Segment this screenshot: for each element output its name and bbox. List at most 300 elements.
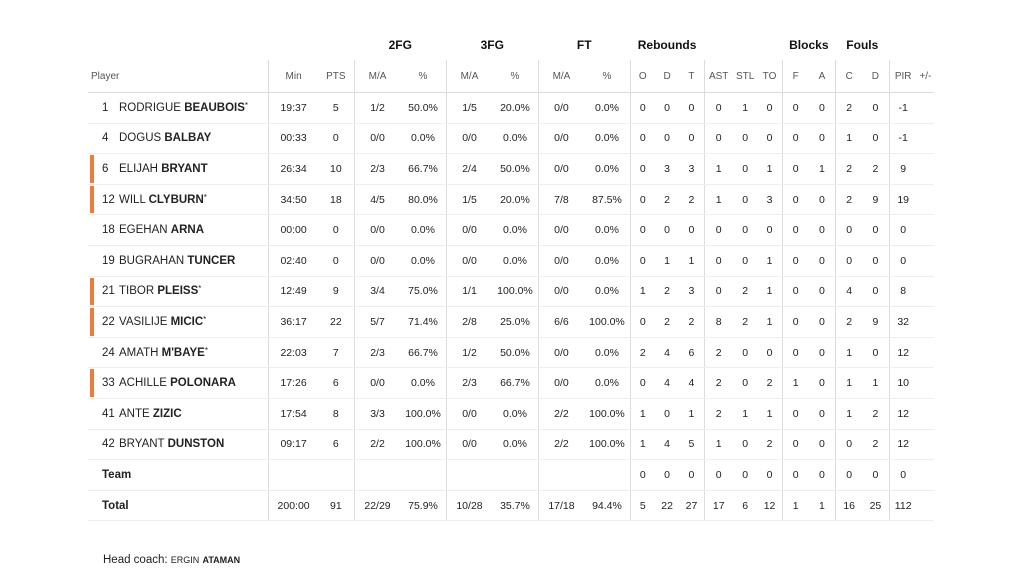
head-coach-last-name: ATAMAN bbox=[202, 555, 241, 565]
cell-ast: 1 bbox=[704, 154, 733, 185]
cell-ft: 2/2 bbox=[538, 398, 584, 429]
cell-to: 3 bbox=[757, 184, 782, 215]
cell-to: 1 bbox=[757, 154, 782, 185]
cell-pm bbox=[917, 215, 934, 246]
cell-fc: 1 bbox=[836, 398, 863, 429]
player-last-name: CLYBURN bbox=[148, 193, 204, 206]
cell-min: 26:34 bbox=[269, 154, 318, 185]
cell-ba: 0 bbox=[809, 398, 836, 429]
cell-fg3: 1/2 bbox=[446, 337, 492, 368]
cell-d: 0 bbox=[655, 123, 680, 154]
col-blk-a[interactable]: A bbox=[809, 60, 836, 93]
cell-fg3p: 66.7% bbox=[492, 368, 538, 399]
cell-t: 0 bbox=[679, 93, 704, 124]
player-name-cell[interactable] bbox=[88, 154, 269, 185]
cell-pts: 0 bbox=[318, 245, 354, 276]
cell-ast: 2 bbox=[704, 337, 733, 368]
cell-ba: 0 bbox=[809, 215, 836, 246]
cell-fg3: 1/1 bbox=[446, 276, 492, 307]
cell-ast: 0 bbox=[704, 93, 733, 124]
cell-fc: 0 bbox=[836, 460, 863, 491]
cell-ast: 8 bbox=[704, 307, 733, 338]
player-name-cell[interactable] bbox=[88, 276, 269, 307]
cell-to: 1 bbox=[757, 245, 782, 276]
cell-pm bbox=[917, 276, 934, 307]
cell-fg2p: 0.0% bbox=[400, 215, 446, 246]
cell-pir: 12 bbox=[889, 398, 917, 429]
cell-fg2: 2/3 bbox=[354, 154, 400, 185]
cell-stl: 0 bbox=[733, 154, 758, 185]
cell-bf: 0 bbox=[782, 307, 809, 338]
cell-fg3: 10/28 bbox=[446, 490, 492, 521]
cell-fg3p: 35.7% bbox=[492, 490, 538, 521]
cell-ftp: 0.0% bbox=[584, 215, 630, 246]
player-row[interactable] bbox=[88, 429, 934, 460]
cell-o: 0 bbox=[630, 368, 655, 399]
cell-t: 0 bbox=[679, 460, 704, 491]
cell-ftp: 0.0% bbox=[584, 276, 630, 307]
head-coach-first-name: ERGIN bbox=[170, 555, 200, 565]
cell-fc: 2 bbox=[836, 307, 863, 338]
team-label: Team bbox=[88, 460, 269, 491]
cell-pts: 9 bbox=[318, 276, 354, 307]
cell-ast: 0 bbox=[704, 276, 733, 307]
cell-fd: 25 bbox=[862, 490, 889, 521]
player-number: 41 bbox=[102, 407, 115, 420]
cell-bf: 0 bbox=[782, 398, 809, 429]
group-rebounds: Rebounds bbox=[637, 38, 697, 52]
cell-min: 17:54 bbox=[269, 398, 318, 429]
col-2fg-pct[interactable]: % bbox=[400, 60, 446, 93]
cell-ba: 0 bbox=[809, 429, 836, 460]
cell-fc: 2 bbox=[836, 184, 863, 215]
cell-t: 3 bbox=[679, 276, 704, 307]
cell-pm bbox=[917, 368, 934, 399]
cell-fd: 2 bbox=[862, 398, 889, 429]
player-row[interactable] bbox=[88, 368, 934, 399]
cell-fd: 0 bbox=[862, 460, 889, 491]
player-row[interactable] bbox=[88, 123, 934, 154]
total-row bbox=[88, 490, 934, 521]
cell-o: 0 bbox=[630, 154, 655, 185]
total-label: Total bbox=[88, 490, 269, 521]
cell-d: 3 bbox=[655, 154, 680, 185]
cell-bf: 0 bbox=[782, 93, 809, 124]
cell-fg2p: 66.7% bbox=[400, 154, 446, 185]
cell-ftp: 0.0% bbox=[584, 245, 630, 276]
cell-fc: 4 bbox=[836, 276, 863, 307]
cell-fg2p: 66.7% bbox=[400, 337, 446, 368]
cell-ft: 6/6 bbox=[538, 307, 584, 338]
col-2fg-ma[interactable]: M/A bbox=[354, 60, 400, 93]
player-name-cell[interactable] bbox=[88, 337, 269, 368]
cell-min: 00:00 bbox=[269, 215, 318, 246]
player-star-mark: * bbox=[203, 314, 207, 324]
player-last-name: DUNSTON bbox=[167, 438, 225, 451]
cell-pts: 6 bbox=[318, 429, 354, 460]
cell-ft: 0/0 bbox=[538, 245, 584, 276]
player-name-cell[interactable] bbox=[88, 184, 269, 215]
cell-pts: 5 bbox=[318, 93, 354, 124]
cell-o: 5 bbox=[630, 490, 655, 521]
cell-stl: 0 bbox=[733, 123, 758, 154]
player-first-name: EGEHAN bbox=[119, 224, 168, 237]
cell-fg2: 3/4 bbox=[354, 276, 400, 307]
player-row[interactable] bbox=[88, 154, 934, 185]
cell-fd: 2 bbox=[862, 429, 889, 460]
cell-min: 34:50 bbox=[269, 184, 318, 215]
player-name-cell[interactable] bbox=[88, 123, 269, 154]
cell-d: 4 bbox=[655, 368, 680, 399]
cell-fg2: 2/2 bbox=[354, 429, 400, 460]
cell-o: 1 bbox=[630, 398, 655, 429]
player-star-mark: * bbox=[244, 100, 249, 110]
cell-ftp: 0.0% bbox=[584, 154, 630, 185]
cell-to: 12 bbox=[757, 490, 782, 521]
cell-fg3p: 0.0% bbox=[492, 123, 538, 154]
col-pir[interactable]: PIR bbox=[889, 60, 917, 93]
group-2fg: 2FG bbox=[388, 38, 412, 52]
player-first-name: VASILIJE bbox=[119, 315, 168, 328]
cell-pm bbox=[917, 307, 934, 338]
player-first-name: BRYANT bbox=[119, 438, 165, 451]
col-blk-f[interactable]: F bbox=[782, 60, 809, 93]
cell-pir: 12 bbox=[889, 337, 917, 368]
col-foul-c[interactable]: C bbox=[836, 60, 863, 93]
cell-pir: 10 bbox=[889, 368, 917, 399]
player-row[interactable] bbox=[88, 307, 934, 338]
cell-stl: 2 bbox=[733, 276, 758, 307]
player-row[interactable] bbox=[88, 245, 934, 276]
cell-stl: 0 bbox=[733, 245, 758, 276]
cell-fd: 9 bbox=[862, 307, 889, 338]
player-row[interactable] bbox=[88, 276, 934, 307]
cell-fc: 16 bbox=[836, 490, 863, 521]
cell-d: 4 bbox=[655, 337, 680, 368]
cell-bf: 0 bbox=[782, 154, 809, 185]
player-first-name: RODRIGUE bbox=[119, 101, 181, 114]
player-name-cell[interactable] bbox=[88, 368, 269, 399]
player-first-name: TIBOR bbox=[119, 285, 155, 298]
cell-ba: 0 bbox=[809, 460, 836, 491]
cell-stl: 1 bbox=[733, 93, 758, 124]
cell-ba: 0 bbox=[809, 337, 836, 368]
cell-ftp: 94.4% bbox=[584, 490, 630, 521]
cell-fc: 1 bbox=[836, 337, 863, 368]
cell-ftp: 0.0% bbox=[584, 337, 630, 368]
cell-fg2p: 75.9% bbox=[400, 490, 446, 521]
cell-t: 5 bbox=[679, 429, 704, 460]
starter-indicator bbox=[90, 308, 94, 336]
cell-fg2p: 0.0% bbox=[400, 368, 446, 399]
player-number: 22 bbox=[102, 315, 115, 328]
col-foul-d[interactable]: D bbox=[862, 60, 889, 93]
cell-fg2: 2/3 bbox=[354, 337, 400, 368]
cell-fg3: 0/0 bbox=[446, 398, 492, 429]
player-number: 1 bbox=[102, 101, 109, 114]
cell-fg3: 0/0 bbox=[446, 123, 492, 154]
cell-to: 1 bbox=[757, 276, 782, 307]
cell-min: 12:49 bbox=[269, 276, 318, 307]
cell-o: 0 bbox=[630, 215, 655, 246]
cell-pts: 22 bbox=[318, 307, 354, 338]
cell-pir: 32 bbox=[889, 307, 917, 338]
cell-ast: 17 bbox=[704, 490, 733, 521]
cell-min bbox=[269, 460, 318, 491]
cell-o: 0 bbox=[630, 307, 655, 338]
cell-pts: 91 bbox=[318, 490, 354, 521]
player-name-cell[interactable] bbox=[88, 245, 269, 276]
cell-bf: 0 bbox=[782, 429, 809, 460]
cell-pir: 112 bbox=[889, 490, 917, 521]
cell-fg3p: 0.0% bbox=[492, 215, 538, 246]
team-row bbox=[88, 460, 934, 491]
starter-indicator bbox=[90, 186, 94, 214]
cell-fd: 0 bbox=[862, 337, 889, 368]
cell-pm bbox=[917, 93, 934, 124]
cell-bf: 1 bbox=[782, 490, 809, 521]
cell-ast: 0 bbox=[704, 215, 733, 246]
cell-ba: 0 bbox=[809, 93, 836, 124]
player-last-name: BRYANT bbox=[161, 162, 208, 175]
cell-min: 00:33 bbox=[269, 123, 318, 154]
player-last-name: ARNA bbox=[170, 224, 205, 237]
cell-fg3p: 50.0% bbox=[492, 154, 538, 185]
cell-to: 0 bbox=[757, 460, 782, 491]
cell-d: 2 bbox=[655, 276, 680, 307]
cell-ftp: 87.5% bbox=[584, 184, 630, 215]
cell-fg2 bbox=[354, 460, 400, 491]
cell-ba: 0 bbox=[809, 123, 836, 154]
cell-ftp bbox=[584, 460, 630, 491]
cell-fd: 0 bbox=[862, 93, 889, 124]
player-name-cell[interactable] bbox=[88, 429, 269, 460]
cell-t: 6 bbox=[679, 337, 704, 368]
cell-o: 0 bbox=[630, 93, 655, 124]
col-min[interactable]: Min bbox=[269, 60, 318, 93]
cell-fg2p: 0.0% bbox=[400, 123, 446, 154]
col-ft-ma[interactable]: M/A bbox=[538, 60, 584, 93]
player-first-name: ANTE bbox=[119, 407, 150, 420]
cell-bf: 0 bbox=[782, 337, 809, 368]
player-first-name: BUGRAHAN bbox=[119, 254, 185, 267]
cell-stl: 0 bbox=[733, 337, 758, 368]
cell-fg2: 0/0 bbox=[354, 123, 400, 154]
cell-o: 2 bbox=[630, 337, 655, 368]
cell-fg3p: 50.0% bbox=[492, 337, 538, 368]
cell-fg2p: 80.0% bbox=[400, 184, 446, 215]
cell-fg3: 1/5 bbox=[446, 184, 492, 215]
col-reb-d[interactable]: D bbox=[655, 60, 680, 93]
cell-d: 0 bbox=[655, 215, 680, 246]
cell-fc: 0 bbox=[836, 245, 863, 276]
cell-fg3p: 100.0% bbox=[492, 276, 538, 307]
cell-ast: 0 bbox=[704, 245, 733, 276]
cell-fg3p bbox=[492, 460, 538, 491]
cell-t: 1 bbox=[679, 245, 704, 276]
cell-d: 0 bbox=[655, 460, 680, 491]
cell-stl: 2 bbox=[733, 307, 758, 338]
cell-fd: 0 bbox=[862, 276, 889, 307]
cell-fg2p: 0.0% bbox=[400, 245, 446, 276]
cell-ft: 0/0 bbox=[538, 276, 584, 307]
cell-to: 2 bbox=[757, 429, 782, 460]
cell-ft bbox=[538, 460, 584, 491]
player-last-name: TUNCER bbox=[187, 254, 236, 267]
cell-to: 0 bbox=[757, 337, 782, 368]
player-first-name: DOGUS bbox=[119, 132, 162, 145]
cell-fg3: 2/4 bbox=[446, 154, 492, 185]
cell-pir: 9 bbox=[889, 154, 917, 185]
cell-ftp: 100.0% bbox=[584, 398, 630, 429]
cell-fg2p: 100.0% bbox=[400, 429, 446, 460]
cell-ft: 0/0 bbox=[538, 368, 584, 399]
col-to[interactable]: TO bbox=[757, 60, 782, 93]
cell-pts: 18 bbox=[318, 184, 354, 215]
cell-pir: 0 bbox=[889, 215, 917, 246]
cell-pts: 6 bbox=[318, 368, 354, 399]
cell-fc: 1 bbox=[836, 368, 863, 399]
cell-d: 2 bbox=[655, 307, 680, 338]
player-first-name: WILL bbox=[119, 193, 146, 206]
player-number: 24 bbox=[102, 346, 115, 359]
player-name-cell[interactable] bbox=[88, 398, 269, 429]
cell-min: 19:37 bbox=[269, 93, 318, 124]
col-ft-pct[interactable]: % bbox=[584, 60, 630, 93]
cell-ftp: 100.0% bbox=[584, 429, 630, 460]
cell-fc: 1 bbox=[836, 123, 863, 154]
cell-bf: 1 bbox=[782, 368, 809, 399]
cell-t: 2 bbox=[679, 307, 704, 338]
col-reb-t[interactable]: T bbox=[679, 60, 704, 93]
cell-ba: 1 bbox=[809, 490, 836, 521]
group-blocks: Blocks bbox=[789, 38, 829, 52]
col-reb-o[interactable]: O bbox=[630, 60, 655, 93]
col-plus-minus[interactable]: +/- bbox=[917, 60, 934, 93]
cell-t: 2 bbox=[679, 184, 704, 215]
cell-ba: 0 bbox=[809, 245, 836, 276]
cell-bf: 0 bbox=[782, 460, 809, 491]
cell-fc: 0 bbox=[836, 429, 863, 460]
cell-stl: 0 bbox=[733, 368, 758, 399]
player-number: 18 bbox=[102, 224, 115, 237]
box-score-table bbox=[88, 30, 934, 521]
cell-t: 3 bbox=[679, 154, 704, 185]
cell-ast: 1 bbox=[704, 184, 733, 215]
cell-d: 4 bbox=[655, 429, 680, 460]
cell-d: 22 bbox=[655, 490, 680, 521]
cell-bf: 0 bbox=[782, 184, 809, 215]
group-fouls: Fouls bbox=[846, 38, 879, 52]
cell-o: 1 bbox=[630, 429, 655, 460]
cell-fg3p: 25.0% bbox=[492, 307, 538, 338]
col-player[interactable]: Player bbox=[88, 60, 269, 93]
cell-fg2: 3/3 bbox=[354, 398, 400, 429]
cell-fg3: 1/5 bbox=[446, 93, 492, 124]
player-number: 6 bbox=[102, 162, 109, 175]
cell-stl: 6 bbox=[733, 490, 758, 521]
cell-fd: 0 bbox=[862, 245, 889, 276]
cell-o: 0 bbox=[630, 123, 655, 154]
cell-min: 17:26 bbox=[269, 368, 318, 399]
cell-ba: 0 bbox=[809, 307, 836, 338]
cell-t: 0 bbox=[679, 215, 704, 246]
cell-fg2: 4/5 bbox=[354, 184, 400, 215]
cell-d: 0 bbox=[655, 398, 680, 429]
cell-stl: 0 bbox=[733, 215, 758, 246]
head-coach-label: Head coach: bbox=[103, 554, 168, 566]
head-coach bbox=[103, 554, 240, 566]
cell-fc: 2 bbox=[836, 93, 863, 124]
cell-to: 0 bbox=[757, 123, 782, 154]
player-name-cell[interactable] bbox=[88, 93, 269, 124]
player-last-name: MICIC bbox=[170, 315, 204, 328]
player-name-cell[interactable] bbox=[88, 215, 269, 246]
cell-fg2p: 50.0% bbox=[400, 93, 446, 124]
player-name-cell[interactable] bbox=[88, 307, 269, 338]
cell-ft: 0/0 bbox=[538, 123, 584, 154]
cell-pm bbox=[917, 429, 934, 460]
cell-fg3: 0/0 bbox=[446, 429, 492, 460]
player-last-name: ZIZIC bbox=[152, 407, 182, 420]
player-row[interactable] bbox=[88, 93, 934, 124]
cell-fg2: 0/0 bbox=[354, 368, 400, 399]
player-row[interactable] bbox=[88, 337, 934, 368]
cell-stl: 0 bbox=[733, 184, 758, 215]
column-group-row bbox=[88, 30, 934, 60]
cell-pm bbox=[917, 460, 934, 491]
player-last-name: BEAUBOIS bbox=[184, 101, 245, 114]
player-first-name: ELIJAH bbox=[119, 162, 158, 175]
cell-ftp: 0.0% bbox=[584, 123, 630, 154]
cell-pir: 0 bbox=[889, 245, 917, 276]
col-stl[interactable]: STL bbox=[733, 60, 758, 93]
cell-to: 0 bbox=[757, 215, 782, 246]
cell-ast: 0 bbox=[704, 460, 733, 491]
col-3fg-ma[interactable]: M/A bbox=[446, 60, 492, 93]
cell-fd: 2 bbox=[862, 154, 889, 185]
cell-o: 0 bbox=[630, 245, 655, 276]
cell-fg3p: 0.0% bbox=[492, 245, 538, 276]
cell-fc: 0 bbox=[836, 215, 863, 246]
cell-ft: 0/0 bbox=[538, 93, 584, 124]
cell-ft: 2/2 bbox=[538, 429, 584, 460]
player-first-name: ACHILLE bbox=[119, 377, 167, 390]
cell-fd: 0 bbox=[862, 215, 889, 246]
cell-t: 1 bbox=[679, 398, 704, 429]
cell-ft: 0/0 bbox=[538, 215, 584, 246]
cell-fg2p: 71.4% bbox=[400, 307, 446, 338]
col-3fg-pct[interactable]: % bbox=[492, 60, 538, 93]
player-row[interactable] bbox=[88, 215, 934, 246]
player-number: 4 bbox=[102, 132, 109, 145]
col-ast[interactable]: AST bbox=[704, 60, 733, 93]
starter-indicator bbox=[90, 278, 94, 306]
col-pts[interactable]: PTS bbox=[318, 60, 354, 93]
cell-pir: 8 bbox=[889, 276, 917, 307]
cell-fg2: 0/0 bbox=[354, 215, 400, 246]
cell-min: 09:17 bbox=[269, 429, 318, 460]
cell-min: 22:03 bbox=[269, 337, 318, 368]
player-row[interactable] bbox=[88, 184, 934, 215]
cell-min: 36:17 bbox=[269, 307, 318, 338]
cell-min: 02:40 bbox=[269, 245, 318, 276]
player-row[interactable] bbox=[88, 398, 934, 429]
cell-pm bbox=[917, 398, 934, 429]
cell-fd: 1 bbox=[862, 368, 889, 399]
cell-fd: 0 bbox=[862, 123, 889, 154]
player-last-name: BALBAY bbox=[164, 132, 212, 145]
